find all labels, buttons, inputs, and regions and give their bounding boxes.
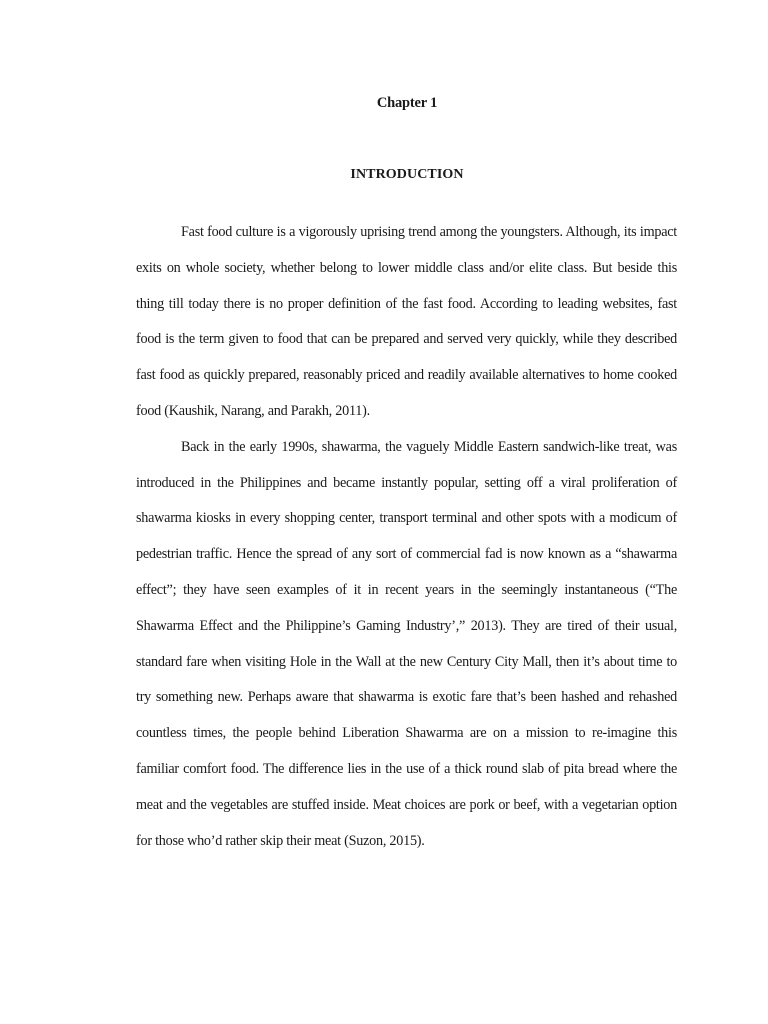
- section-heading: INTRODUCTION: [350, 167, 464, 182]
- chapter-label: Chapter 1: [376, 95, 438, 111]
- body-text: [136, 215, 677, 859]
- paragraph-fast-food-culture: Fast food culture is a vigorously uprising trend among the youngsters. Although, its impact exits on whole society, whether belong to lower middle class and/or elite class. But beside this thing till today there is no proper definition of the fast food. According to leading websites, fast food is the term given to food that can be prepared and served very quickly, while they described fast food as quickly prepared, reasonably priced and readily available alternatives to home cooked food (Kaushik, Narang, and Parakh, 2011).: [136, 224, 677, 419]
- paragraph-shawarma: Back in the early 1990s, shawarma, the vaguely Middle Eastern sandwich-like treat, was introduced in the Philippines and became instantly popular, setting off a viral proliferation of shawarma kiosks in every shopping center, transport terminal and other spots with a modicum of pedestrian traffic. Hence the spread of any sort of commercial fad is now known as a “shawarma effect”; they have seen examples of it in recent years in the seemingly instantaneous (“The Shawarma Effect and the Philippine’s Gaming Industry’,” 2013). They are tired of their usual, standard fare when visiting Hole in the Wall at the new Century City Mall, then it’s about time to try something new. Perhaps aware that shawarma is exotic fare that’s been hashed and rehashed countless times, the people behind Liberation Shawarma are on a mission to re-imagine this familiar comfort food. The difference lies in the use of a thick round slab of pita bread where the meat and the vegetables are stuffed inside. Meat choices are pork or beef, with a vegetarian option for those who’d rather skip their meat (Suzon, 2015).: [136, 438, 677, 849]
